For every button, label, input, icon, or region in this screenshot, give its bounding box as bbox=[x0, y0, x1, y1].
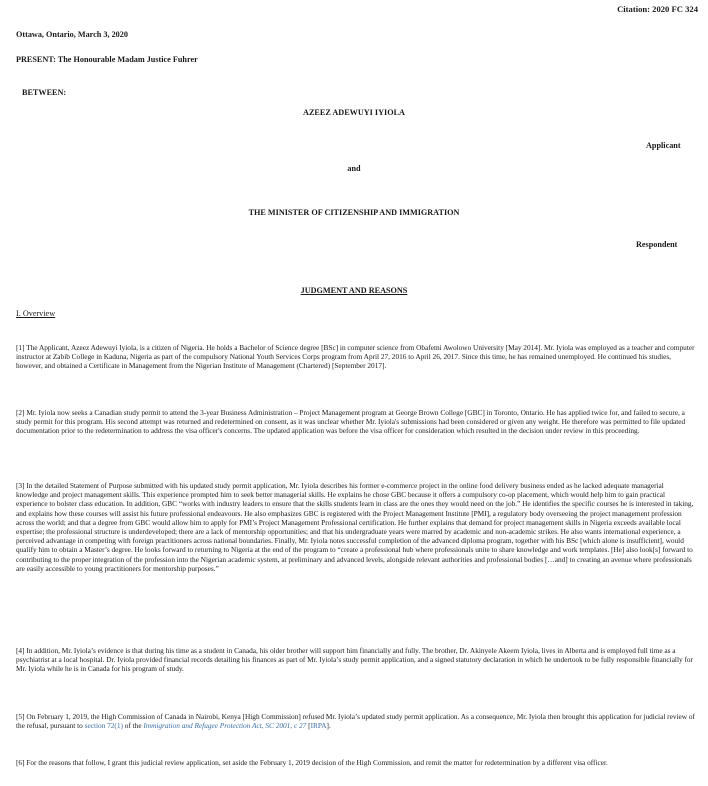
and-label: and bbox=[347, 164, 361, 173]
respondent-name: THE MINISTER OF CITIZENSHIP AND IMMIGRATION bbox=[248, 208, 460, 217]
paragraph-5-text-mid: of the bbox=[122, 721, 144, 731]
irpa-statute-link[interactable]: Immigration and Refugee Protection Act, SC 2001, c 27 bbox=[143, 721, 307, 731]
applicant-label: Applicant bbox=[646, 141, 681, 150]
paragraph-4: [4] In addition, Mr. Iyiola’s evidence is that during his time as a student in Canada, his older brother will support him financially and fully. The brother, Dr. Akinyele Akeem Iyiola, lives in Alberta and is employed full time as a psychiatrist at a local hospital. Dr. Iyiola provided financial records detailing his finances as part of Mr. Iyiola’s study permit application, and a signed statutory declaration in which he undertook to be fully responsible financially for Mr. Iyiola while he is in Canada for his program of study. bbox=[16, 646, 693, 674]
irpa-abbrev-link[interactable]: IRPA bbox=[310, 721, 327, 731]
paragraph-5-bracket-close: ]. bbox=[326, 721, 331, 731]
paragraph-5-text-start: [5] On February 1, 2019, the High Commission of Canada in Nairobi, Kenya [High Commission] refused Mr. Iyiola’s updated study permit application. As a consequence, Mr. Iyiola then brought this application for judicial review of the refusal, pursuant to bbox=[16, 712, 695, 731]
between-label: BETWEEN: bbox=[22, 88, 67, 97]
paragraph-3: [3] In the detailed Statement of Purpose submitted with his updated study permit application, Mr. Iyiola describes his former e-commerce project in the online food delivery business ended as he lacked adequate managerial knowledge and project management skills. This experience prompted him to seek better managerial skills. He explains he chose GBC because it offers a compulsory co-op placement, which would help him to gain practical experience to bolster class education. In addition, GBC “works with industry leaders to ensure that the skills students learn in class are the ones they would need on the job.” He identifies the specific courses he is interested in taking, and explains how these courses will assist his future professional endeavours. He also emphasizes GBC is registered with the Project Management Institute [PMI], a regulatory body overseeing the project management profession across the world; and that a degree from GBC would allow him to apply for PMI’s Project Management Professional certification. He further explains that demand for project management skills in Nigeria exceeds available local expertise; the professional structure is underdeveloped; there are a lack of mentorship opportunities; and that his undergraduate years were marred by academic and non-academic strikes. He also wants international experience, a perceived advantage in competing with foreign practitioners across national boundaries. Finally, Mr. Iyiola notes successful completion of the advanced diploma program, together with his BSc [which alone is insufficient], would qualify him to obtain a Master’s degree. He looks forward to returning to Nigeria at the end of the program to “create a professional hub where professionals unite to share knowledge and work templates. [He] also look[s] forward to contributing to the proper integration of the profession into the Nigerian academic system, at preliminary and advanced levels, alongside relevant authorities and professional bodies […and] to creating an avenue where professionals are easily accessible to young practitioners for mentorship purposes.” bbox=[16, 481, 694, 573]
paragraph-2: [2] Mr. Iyiola now seeks a Canadian study permit to attend the 3-year Business Administration – Project Management program at George Brown College [GBC] in Toronto, Ontario. He has applied twice for, and failed to secure, a study permit for this program. His second attempt was returned and redetermined on consent, as it was unclear whether Mr. Iyiola's submissions had been considered or given any weight. He therefore was permitted to file updated documentation prior to the redetermination to address the visa officer's concerns. The updated application was before the visa officer for consideration which resulted in the decision under review in this proceeding. bbox=[16, 408, 686, 436]
paragraph-5-bracket-open: [ bbox=[306, 721, 311, 731]
section-heading: I. Overview bbox=[16, 309, 56, 318]
section-72-link[interactable]: section 72(1) bbox=[84, 721, 123, 731]
document-title: JUDGMENT AND REASONS bbox=[300, 286, 408, 295]
present-line: PRESENT: The Honourable Madam Justice Fuhrer bbox=[16, 55, 198, 64]
paragraph-6: [6] For the reasons that follow, I grant this judicial review application, set aside the February 1, 2019 decision of the High Commission, and remit the matter for redetermination by a different visa officer. bbox=[16, 758, 608, 767]
citation: Citation: 2020 FC 324 bbox=[617, 4, 698, 14]
applicant-name: AZEEZ ADEWUYI IYIOLA bbox=[303, 108, 405, 117]
place-date: Ottawa, Ontario, March 3, 2020 bbox=[16, 30, 128, 39]
paragraph-1: [1] The Applicant, Azeez Adewuyi Iyiola, is a citizen of Nigeria. He holds a Bachelor of Science degree [BSc] in computer science from Obafemi Awolowo University [May 2014]. Mr. Iyiola was employed as a teacher and computer instructor at Zabib College in Kaduna, Nigeria as part of the compulsory National Youth Services Corps program from April 27, 2016 to April 26, 2017. Since this time, he has remained unemployed. He continued his studies, however, and obtained a Certificate in Management from the Nigerian Institute of Management (Chartered) [September 2017]. bbox=[16, 343, 695, 371]
respondent-label: Respondent bbox=[636, 240, 678, 249]
paragraph-5 bbox=[16, 712, 696, 730]
